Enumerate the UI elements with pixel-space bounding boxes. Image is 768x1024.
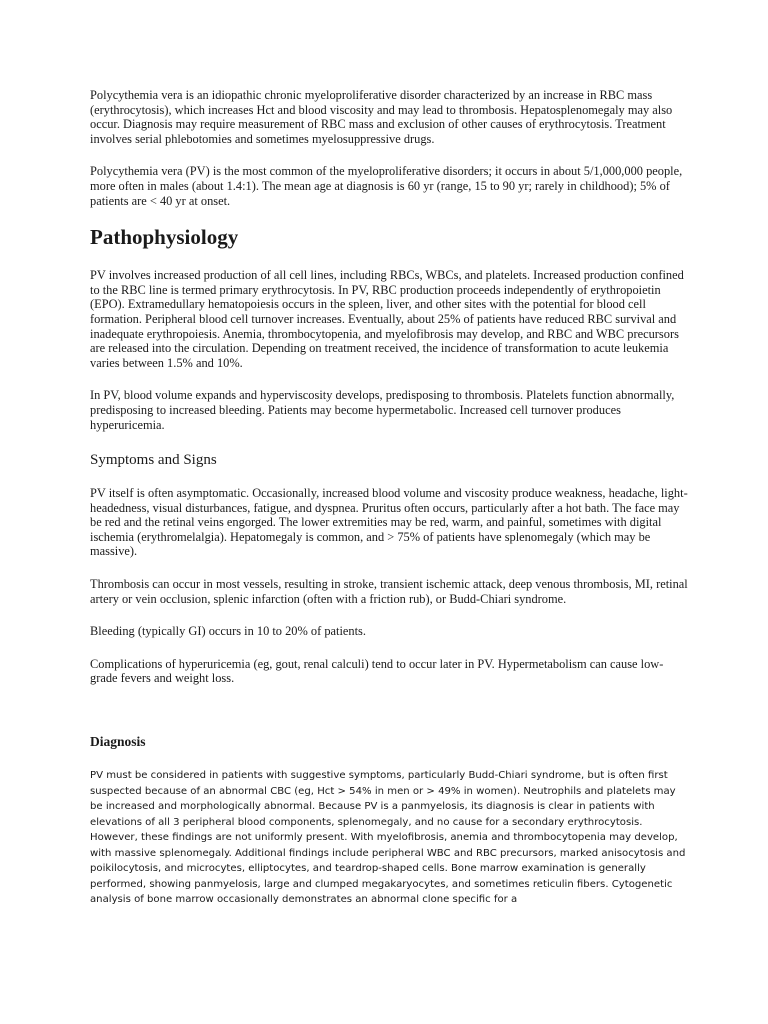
pathophysiology-paragraph-2: In PV, blood volume expands and hyperviscosity develops, predisposing to thrombosis. Platelets function abnormally, predisposing to increased bleeding. Patients may become hypermetabolic. Increased cell turnover produces hyperuricemia. bbox=[90, 388, 675, 432]
intro-paragraph-1: Polycythemia vera is an idiopathic chronic myeloproliferative disorder characterized by an increase in RBC mass (erythrocytosis), which increases Hct and blood viscosity and may lead to thrombosis. Hepatosplenomegaly may also occur. Diagnosis may require measurement of RBC mass and exclusion of other causes of erythrocytosis. Treatment involves serial phlebotomies and sometimes myelosuppressive drugs. bbox=[90, 88, 673, 146]
intro-paragraph-2: Polycythemia vera (PV) is the most common of the myeloproliferative disorders; it occurs in about 5/1,000,000 people, more often in males (about 1.4:1). The mean age at diagnosis is 60 yr (range, 15 to 90 yr; rarely in childhood); 5% of patients are < 40 yr at onset. bbox=[90, 164, 683, 208]
symptoms-paragraph-2: Thrombosis can occur in most vessels, resulting in stroke, transient ischemic attack, deep venous thrombosis, MI, retinal artery or vein occlusion, splenic infarction (often with a friction rub), or Budd-Chiari syndrome. bbox=[90, 577, 688, 606]
symptoms-paragraph-3: Bleeding (typically GI) occurs in 10 to 20% of patients. bbox=[90, 624, 366, 639]
symptoms-paragraph-1: PV itself is often asymptomatic. Occasionally, increased blood volume and viscosity produce weakness, headache, light-headedness, visual disturbances, fatigue, and dyspnea. Pruritus often occurs, particularly after a hot bath. The face may be red and the retinal veins engorged. The lower extremities may be red, warm, and painful, sometimes with digital ischemia (erythromelalgia). Hepatomegaly is common, and > 75% of patients have splenomegaly (which may be massive). bbox=[90, 486, 688, 559]
diagnosis-heading: Diagnosis bbox=[90, 734, 146, 750]
symptoms-heading: Symptoms and Signs bbox=[90, 452, 217, 469]
pathophysiology-heading: Pathophysiology bbox=[90, 225, 239, 250]
pathophysiology-paragraph-1: PV involves increased production of all cell lines, including RBCs, WBCs, and platelets. Increased production confined to the RBC line is termed primary erythrocytosis. In PV, RBC production proceeds independently of erythropoietin (EPO). Extramedullary hematopoiesis occurs in the spleen, liver, and other sites with the potential for blood cell formation. Peripheral blood cell turnover increases. Eventually, about 25% of patients have reduced RBC survival and inadequate erythropoiesis. Anemia, thrombocytopenia, and myelofibrosis may develop, and RBC and WBC precursors are released into the circulation. Depending on treatment received, the incidence of transformation to acute leukemia varies between 1.5% and 10%. bbox=[90, 268, 684, 370]
diagnosis-paragraph-1: PV must be considered in patients with suggestive symptoms, particularly Budd-Chiari syndrome, but is often first suspected because of an abnormal CBC (eg, Hct > 54% in men or > 49% in women). Neutrophils and platelets may be increased and morphologically abnormal. Because PV is a panmyelosis, its diagnosis is clear in patients with elevations of all 3 peripheral blood components, splenomegaly, and no cause for a secondary erythrocytosis. However, these findings are not uniformly present. With myelofibrosis, anemia and thrombocytopenia may develop, with massive splenomegaly. Additional findings include peripheral WBC and RBC precursors, marked anisocytosis and poikilocytosis, and microcytes, elliptocytes, and teardrop-shaped cells. Bone marrow examination is generally performed, showing panmyelosis, large and clumped megakaryocytes, and sometimes reticulin fibers. Cytogenetic analysis of bone marrow occasionally demonstrates an abnormal clone specific for a bbox=[90, 770, 686, 906]
symptoms-paragraph-4: Complications of hyperuricemia (eg, gout, renal calculi) tend to occur later in PV. Hypermetabolism can cause low-grade fevers and weight loss. bbox=[90, 656, 664, 686]
document-page bbox=[90, 88, 690, 908]
